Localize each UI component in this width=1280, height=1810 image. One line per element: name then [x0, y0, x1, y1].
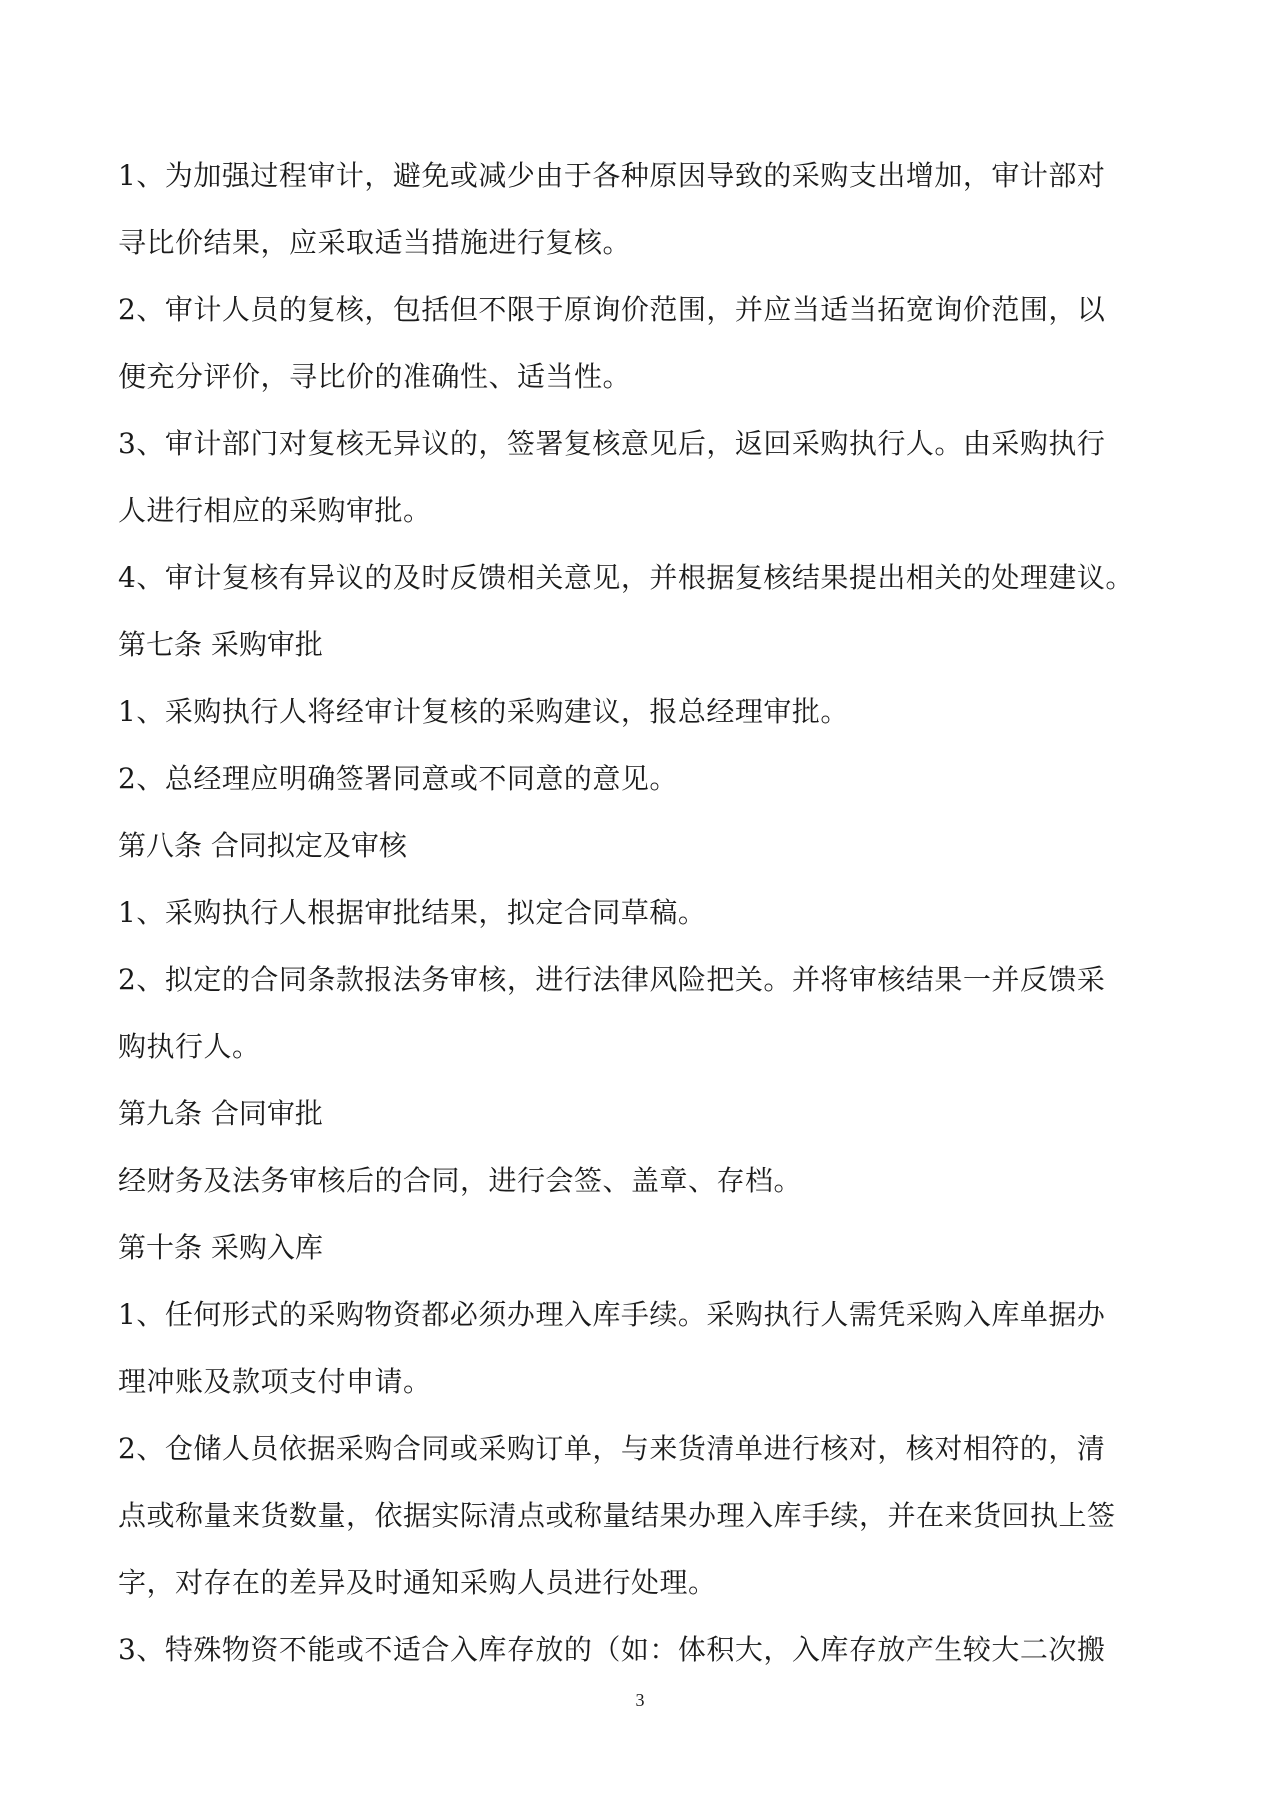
paragraph-line: 购执行人。	[118, 1030, 261, 1063]
paragraph-line: 2、仓储人员依据采购合同或采购订单，与来货清单进行核对，核对相符的，清	[118, 1432, 1106, 1465]
section-heading: 第十条 采购入库	[118, 1231, 323, 1264]
paragraph-line: 1、采购执行人根据审批结果，拟定合同草稿。	[118, 896, 707, 929]
section-heading: 第八条 合同拟定及审核	[118, 829, 407, 862]
paragraph-line: 4、审计复核有异议的及时反馈相关意见，并根据复核结果提出相关的处理建议。	[118, 561, 1134, 594]
paragraph-line: 便充分评价，寻比价的准确性、适当性。	[118, 360, 632, 393]
paragraph-line: 2、审计人员的复核，包括但不限于原询价范围，并应当适当拓宽询价范围，以	[118, 293, 1106, 326]
section-heading: 第九条 合同审批	[118, 1097, 323, 1130]
paragraph-line: 2、拟定的合同条款报法务审核，进行法律风险把关。并将审核结果一并反馈采	[118, 963, 1106, 996]
paragraph-line: 字，对存在的差异及时通知采购人员进行处理。	[118, 1566, 717, 1599]
page-number: 3	[635, 1690, 645, 1710]
paragraph-line: 3、审计部门对复核无异议的，签署复核意见后，返回采购执行人。由采购执行	[118, 427, 1106, 460]
paragraph-line: 点或称量来货数量，依据实际清点或称量结果办理入库手续，并在来货回执上签	[118, 1499, 1116, 1532]
paragraph-line: 寻比价结果，应采取适当措施进行复核。	[118, 226, 632, 259]
paragraph-line: 1、任何形式的采购物资都必须办理入库手续。采购执行人需凭采购入库单据办	[118, 1298, 1106, 1331]
paragraph-line: 人进行相应的采购审批。	[118, 494, 432, 527]
paragraph-line: 经财务及法务审核后的合同，进行会签、盖章、存档。	[118, 1164, 803, 1197]
document-body	[118, 142, 1168, 1683]
section-heading: 第七条 采购审批	[118, 628, 323, 661]
paragraph-line: 1、采购执行人将经审计复核的采购建议，报总经理审批。	[118, 695, 849, 728]
paragraph-line: 理冲账及款项支付申请。	[118, 1365, 432, 1398]
paragraph-line: 2、总经理应明确签署同意或不同意的意见。	[118, 762, 678, 795]
paragraph-line: 1、为加强过程审计，避免或减少由于各种原因导致的采购支出增加，审计部对	[118, 159, 1106, 192]
paragraph-line: 3、特殊物资不能或不适合入库存放的（如：体积大，入库存放产生较大二次搬	[118, 1633, 1106, 1666]
